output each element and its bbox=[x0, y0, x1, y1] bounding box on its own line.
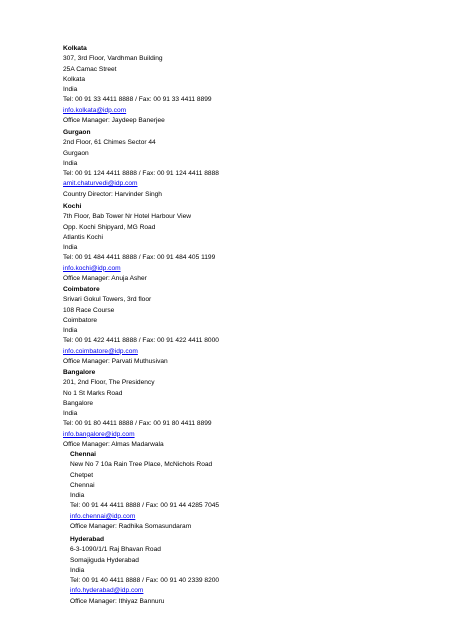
email-link[interactable]: info.kolkata@idp.com bbox=[63, 106, 127, 114]
address-line: Chetpet bbox=[70, 471, 94, 479]
email-link[interactable]: info.hyderabad@idp.com bbox=[70, 587, 144, 595]
address-line: 201, 2nd Floor, The Presidency bbox=[63, 379, 155, 387]
address-line: Kolkata bbox=[63, 75, 85, 83]
address-line: Chennai bbox=[70, 481, 95, 489]
office-block-kochi bbox=[63, 202, 215, 284]
office-block-gurgaon bbox=[63, 128, 219, 200]
address-line: Atlantis Kochi bbox=[63, 233, 103, 241]
office-contact: Office Manager: Anuja Asher bbox=[63, 275, 147, 283]
email-link[interactable]: info.bangalore@idp.com bbox=[63, 430, 135, 438]
address-line: India bbox=[63, 327, 78, 335]
address-line: 108 Race Course bbox=[63, 306, 115, 314]
phone-fax: Tel: 00 91 44 4411 8888 / Fax: 00 91 44 4285 7045 bbox=[70, 502, 220, 510]
phone-fax: Tel: 00 91 80 4411 8888 / Fax: 00 91 80 4411 8899 bbox=[63, 420, 212, 428]
phone-fax: Tel: 00 91 124 4411 8888 / Fax: 00 91 124 4411 8888 bbox=[63, 170, 219, 178]
office-city: Coimbatore bbox=[63, 286, 100, 293]
phone-fax: Tel: 00 91 484 4411 8888 / Fax: 00 91 484 405 1199 bbox=[63, 254, 216, 262]
address-line: 6-3-1090/1/1 Raj Bhavan Road bbox=[70, 546, 161, 554]
office-contact: Country Director: Harvinder Singh bbox=[63, 190, 162, 198]
address-line: India bbox=[63, 86, 78, 94]
office-city: Bangalore bbox=[63, 369, 96, 376]
address-line: Bangalore bbox=[63, 399, 94, 407]
phone-fax: Tel: 00 91 40 4411 8888 / Fax: 00 91 40 2339 8200 bbox=[70, 577, 220, 585]
email-link[interactable]: info.chennai@idp.com bbox=[70, 512, 136, 520]
office-contact: Office Manager: Jaydeep Banerjee bbox=[63, 117, 165, 125]
office-city: Hyderabad bbox=[70, 536, 105, 543]
phone-fax: Tel: 00 91 422 4411 8888 / Fax: 00 91 422 4411 8000 bbox=[63, 337, 219, 345]
office-city: Kochi bbox=[63, 203, 82, 210]
email-link[interactable]: info.kochi@idp.com bbox=[63, 264, 121, 272]
address-line: Gurgaon bbox=[63, 149, 89, 157]
address-line: India bbox=[63, 159, 78, 167]
office-block-bangalore bbox=[63, 368, 212, 450]
office-block-coimbatore bbox=[63, 285, 219, 367]
office-city: Kolkata bbox=[63, 45, 87, 52]
office-contact: Office Manager: Almas Madarwala bbox=[63, 441, 164, 449]
address-line: India bbox=[63, 410, 78, 418]
office-contact: Office Manager: Radhika Somasundaram bbox=[70, 523, 192, 531]
office-city: Chennai bbox=[70, 451, 97, 458]
address-line: India bbox=[70, 492, 85, 500]
address-line: India bbox=[63, 244, 78, 252]
address-line: 25A Camac Street bbox=[63, 65, 117, 73]
phone-fax: Tel: 00 91 33 4411 8888 / Fax: 00 91 33 4411 8899 bbox=[63, 96, 212, 104]
office-city: Gurgaon bbox=[63, 129, 91, 136]
address-line: 307, 3rd Floor, Vardhman Building bbox=[63, 55, 163, 63]
address-line: Opp. Kochi Shipyard, MG Road bbox=[63, 223, 156, 231]
address-line: 7th Floor, Bab Tower Nr Hotel Harbour View bbox=[63, 213, 192, 221]
office-block-chennai bbox=[70, 450, 219, 532]
office-contact: Office Manager: Parvati Muthusivan bbox=[63, 358, 168, 366]
address-line: Srivari Gokul Towers, 3rd floor bbox=[63, 296, 152, 304]
address-line: Coimbatore bbox=[63, 316, 98, 324]
address-line: No 1 St Marks Road bbox=[63, 389, 123, 397]
address-line: New No 7 10a Rain Tree Place, McNichols Road bbox=[70, 461, 213, 469]
address-line: India bbox=[70, 566, 85, 574]
email-link[interactable]: info.coimbatore@idp.com bbox=[63, 347, 138, 355]
address-line: Somajiguda Hyderabad bbox=[70, 556, 139, 564]
office-block-kolkata bbox=[63, 44, 212, 126]
office-block-hyderabad bbox=[70, 535, 219, 607]
address-line: 2nd Floor, 61 Chimes Sector 44 bbox=[63, 139, 156, 147]
email-link[interactable]: amit.chaturvedi@idp.com bbox=[63, 180, 138, 188]
office-contact: Office Manager: Ithiyaz Bannuru bbox=[70, 597, 165, 605]
